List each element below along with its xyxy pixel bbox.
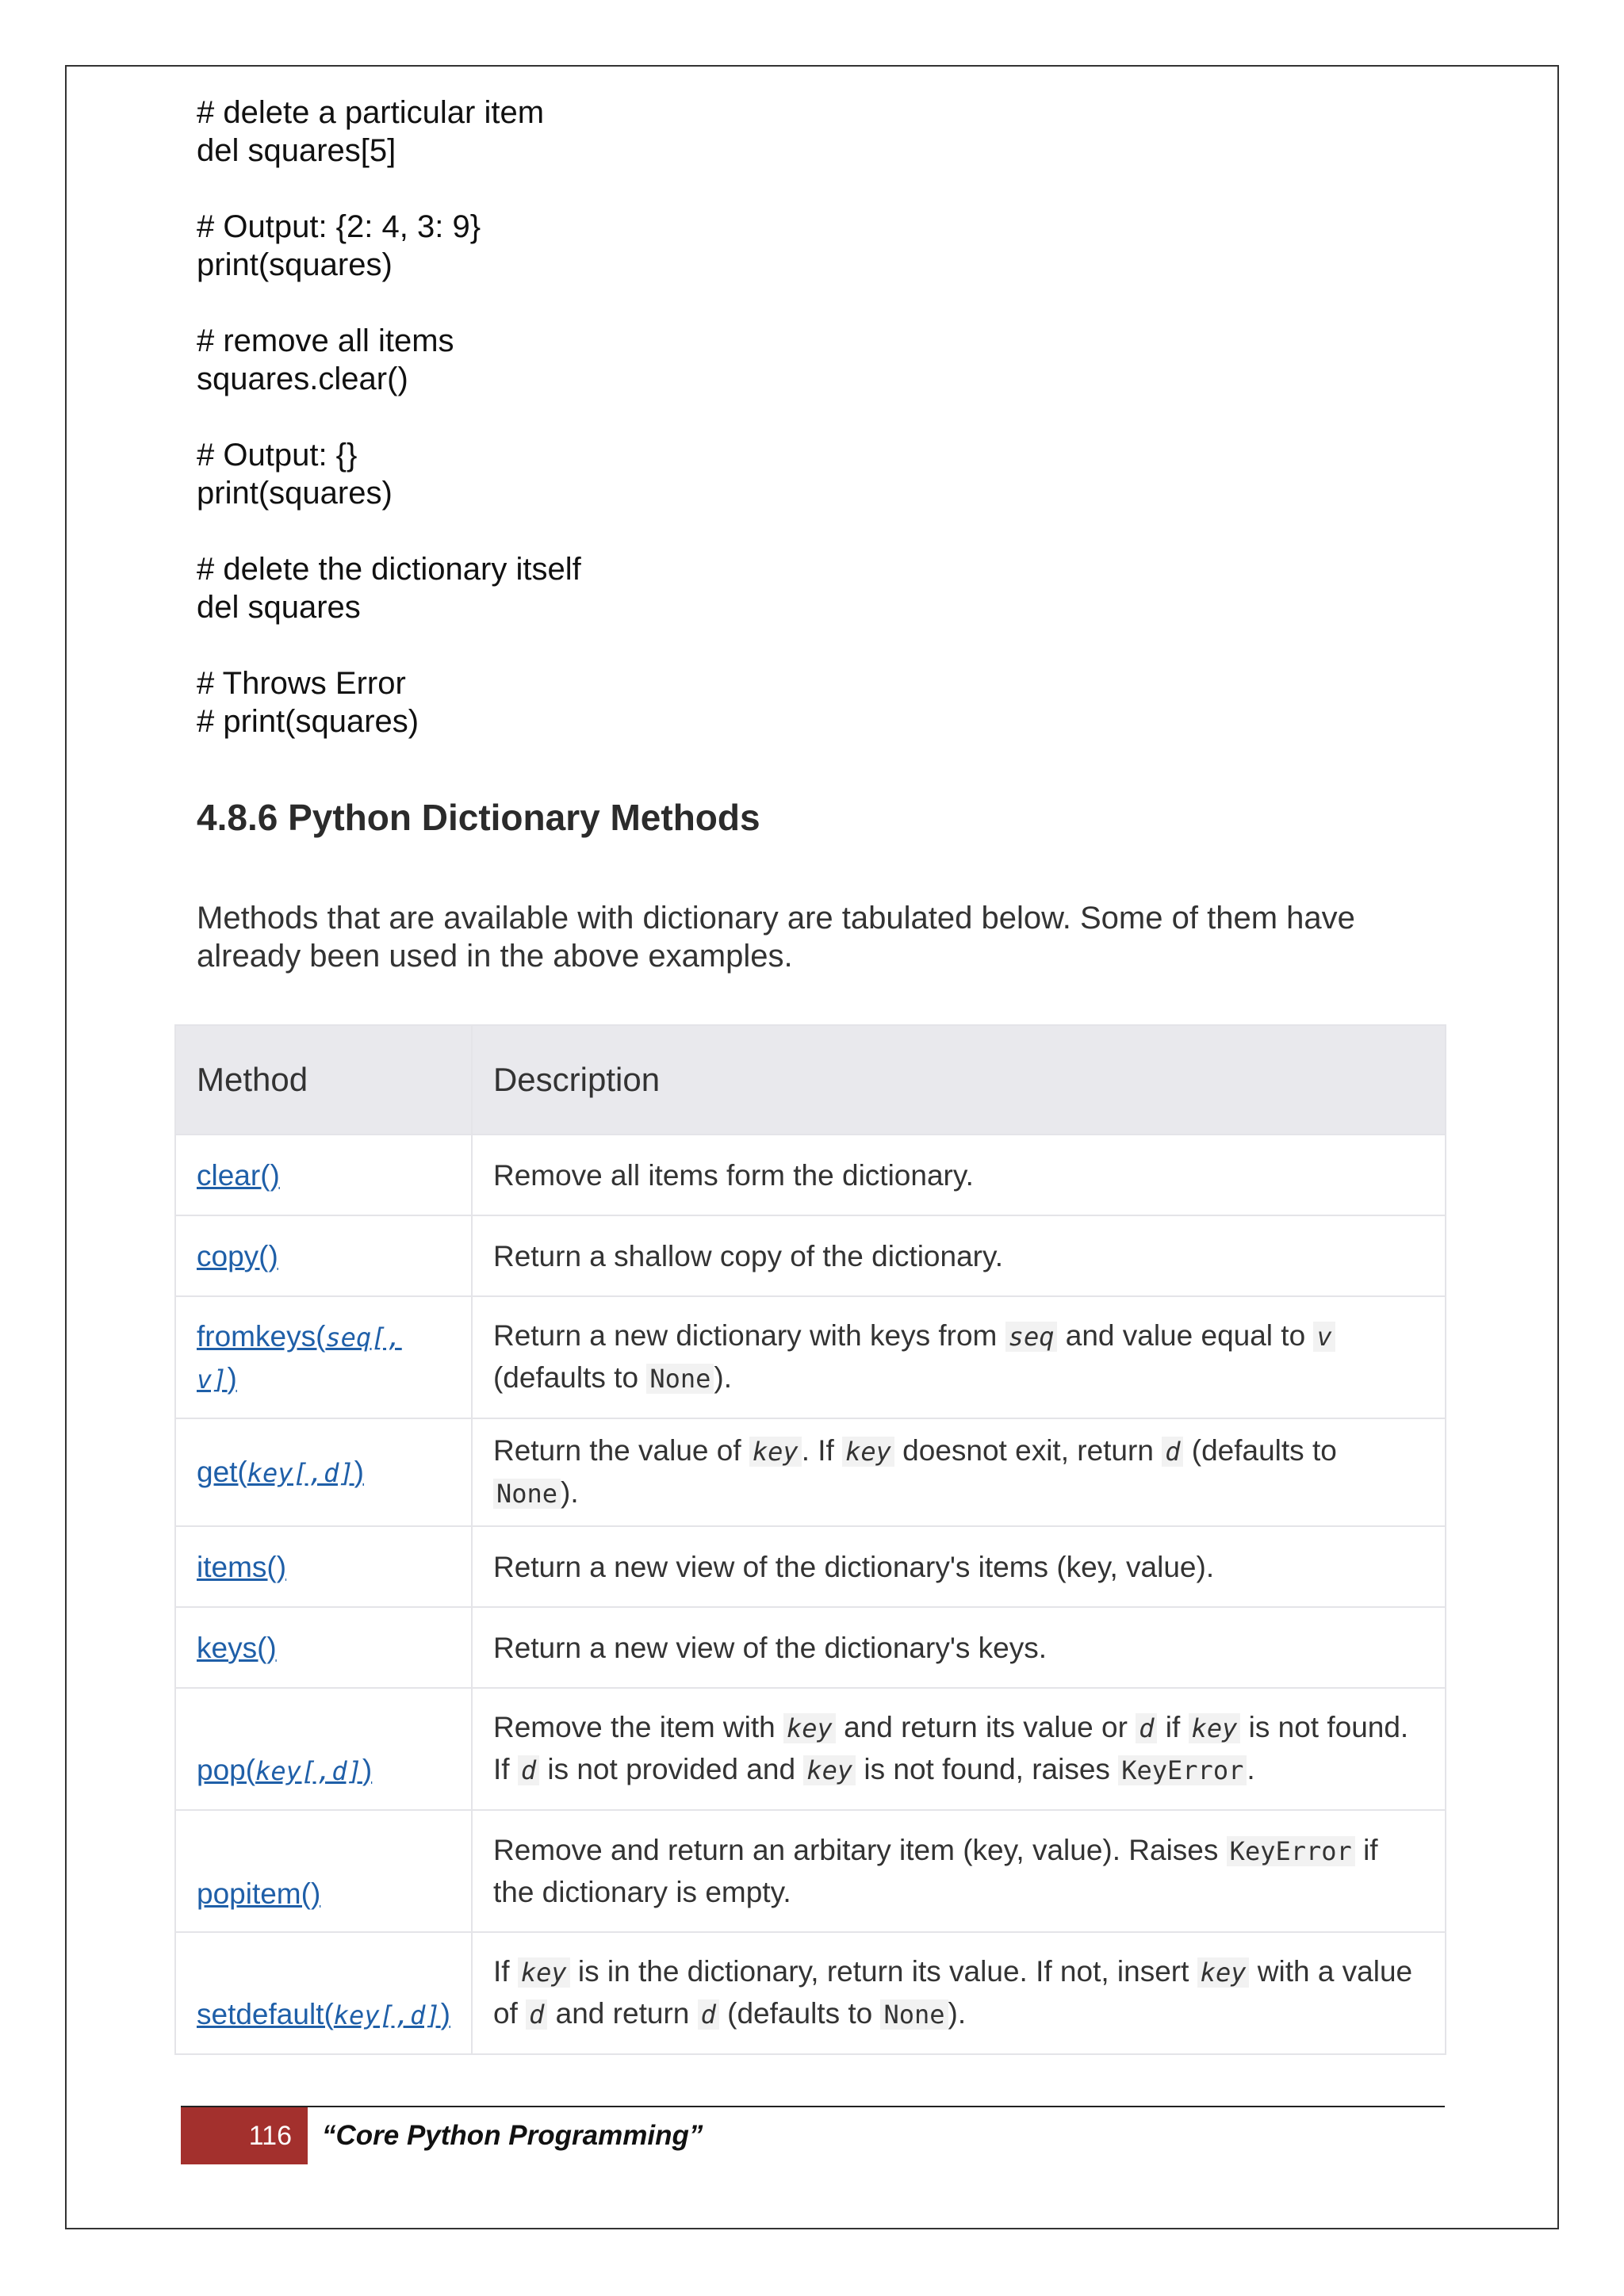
method-link-fromkeys[interactable] <box>197 1320 402 1395</box>
desc-text: ). <box>561 1476 579 1509</box>
method-link-clear[interactable]: clear() <box>197 1158 280 1192</box>
inline-code: d <box>1136 1713 1157 1743</box>
description-cell <box>472 1810 1446 1932</box>
desc-text: and value equal to <box>1057 1319 1314 1352</box>
method-cell <box>175 1688 472 1810</box>
method-name: fromkeys( <box>197 1320 326 1353</box>
method-cell <box>175 1932 472 2054</box>
method-cell <box>175 1810 472 1932</box>
code-line: # print(squares) <box>197 704 419 739</box>
desc-text: is in the dictionary, return its value. If not, insert <box>569 1955 1197 1988</box>
code-line: # Throws Error <box>197 666 406 701</box>
desc-text: Return a new dictionary with keys from <box>492 1319 1005 1352</box>
inline-code: None <box>646 1364 714 1394</box>
code-line: del squares[5] <box>197 133 396 168</box>
method-link-items[interactable]: items() <box>197 1550 287 1583</box>
code-group <box>197 436 581 512</box>
code-group <box>197 664 581 740</box>
method-link-setdefault[interactable] <box>197 1998 450 2030</box>
inline-code: d <box>518 1755 539 1785</box>
section-heading: 4.8.6 Python Dictionary Methods <box>197 797 760 838</box>
inline-code: d <box>526 1999 547 2030</box>
description-column-header: Description <box>472 1025 1446 1135</box>
description-cell: Remove all items form the dictionary. <box>472 1135 1446 1215</box>
code-line: # delete a particular item <box>197 95 545 130</box>
table-row <box>175 1607 1446 1688</box>
code-line: # Output: {2: 4, 3: 9} <box>197 209 481 244</box>
method-cell <box>175 1607 472 1688</box>
inline-code: d <box>1162 1437 1183 1467</box>
code-line: print(squares) <box>197 247 393 282</box>
inline-code: key <box>518 1957 570 1988</box>
code-group <box>197 94 581 170</box>
method-args: seq[, v] <box>197 1322 402 1395</box>
desc-text: Remove and return an arbitary item (key, value). Raises <box>492 1834 1227 1866</box>
desc-text: is not found, raises <box>856 1753 1119 1785</box>
inline-code: KeyError <box>1227 1836 1355 1866</box>
intro-paragraph: Methods that are available with dictionary are tabulated below. Some of them have already been used in the above examples. <box>197 901 1355 974</box>
table-row <box>175 1810 1446 1932</box>
method-cell <box>175 1418 472 1526</box>
method-cell <box>175 1296 472 1418</box>
table-row <box>175 1932 1446 2054</box>
code-line: # Output: {} <box>197 438 358 473</box>
book-title: “Core Python Programming” <box>322 2120 703 2151</box>
description-cell <box>472 1688 1446 1810</box>
code-group <box>197 550 581 626</box>
method-link-get[interactable] <box>197 1456 364 1488</box>
desc-text: If <box>492 1955 518 1988</box>
table-row <box>175 1526 1446 1607</box>
desc-text: . <box>1247 1753 1255 1785</box>
inline-code: seq <box>1005 1322 1058 1352</box>
inline-code: d <box>698 1999 719 2030</box>
code-line: print(squares) <box>197 476 393 511</box>
desc-text: ). <box>714 1361 732 1394</box>
inline-code: key <box>749 1437 802 1467</box>
method-name: setdefault( <box>197 1998 334 2030</box>
inline-code: key <box>842 1437 894 1467</box>
desc-text: (defaults to <box>492 1361 647 1394</box>
method-link-pop[interactable] <box>197 1754 372 1786</box>
method-close: ) <box>362 1754 373 1786</box>
desc-text: and return <box>547 1997 698 2030</box>
method-name: pop( <box>197 1754 256 1786</box>
table-row <box>175 1296 1446 1418</box>
desc-text: Remove the item with <box>492 1711 783 1743</box>
description-cell <box>472 1296 1446 1418</box>
table-row <box>175 1135 1446 1215</box>
code-line: squares.clear() <box>197 362 408 396</box>
description-cell <box>472 1932 1446 2054</box>
table-row <box>175 1418 1446 1526</box>
code-line: # remove all items <box>197 323 454 358</box>
method-link-popitem[interactable]: popitem() <box>197 1877 321 1910</box>
inline-code: key <box>783 1713 836 1743</box>
description-cell: Return a new view of the dictionary's keys. <box>472 1607 1446 1688</box>
method-close: ) <box>354 1455 364 1488</box>
code-line: del squares <box>197 590 361 625</box>
code-group <box>197 322 581 398</box>
method-column-header: Method <box>175 1025 472 1135</box>
method-link-keys[interactable]: keys() <box>197 1631 277 1664</box>
description-cell: Return a new view of the dictionary's items (key, value). <box>472 1526 1446 1607</box>
inline-code: None <box>493 1479 561 1509</box>
method-args: key[,d] <box>255 1756 362 1786</box>
desc-text: with a value of <box>492 1955 1413 2030</box>
description-cell <box>472 1418 1446 1526</box>
code-group <box>197 208 581 284</box>
method-cell <box>175 1215 472 1296</box>
desc-text: doesnot exit, return <box>894 1434 1162 1467</box>
method-name: get( <box>197 1455 247 1488</box>
desc-text: if the dictionary is empty. <box>492 1834 1378 1908</box>
desc-text: and return its value or <box>835 1711 1136 1743</box>
page-number: 116 <box>181 2107 308 2164</box>
table-header-row <box>175 1025 1446 1135</box>
inline-code: key <box>1189 1713 1241 1743</box>
method-args: key[,d] <box>333 2000 441 2030</box>
method-close: ) <box>227 1362 237 1395</box>
desc-text: if <box>1157 1711 1189 1743</box>
desc-text: Return the value of <box>492 1434 749 1467</box>
desc-text: (defaults to <box>1183 1434 1337 1467</box>
inline-code: key <box>803 1755 856 1785</box>
method-cell <box>175 1135 472 1215</box>
code-block <box>197 94 581 779</box>
inline-code: v <box>1313 1322 1335 1352</box>
method-args: key[,d] <box>247 1457 354 1488</box>
method-link-copy[interactable]: copy() <box>197 1239 278 1272</box>
desc-text: is not provided and <box>539 1753 804 1785</box>
method-close: ) <box>440 1998 450 2030</box>
desc-text: (defaults to <box>718 1997 881 2030</box>
table-row <box>175 1688 1446 1810</box>
code-line: # delete the dictionary itself <box>197 552 581 587</box>
description-cell: Return a shallow copy of the dictionary. <box>472 1215 1446 1296</box>
desc-text: ). <box>948 1997 967 2030</box>
desc-text: . If <box>801 1434 843 1467</box>
inline-code: KeyError <box>1118 1755 1247 1785</box>
desc-text: is not found. If <box>492 1711 1409 1785</box>
method-cell <box>175 1526 472 1607</box>
table-row <box>175 1215 1446 1296</box>
inline-code: key <box>1197 1957 1250 1988</box>
methods-table <box>174 1024 1446 2055</box>
inline-code: None <box>880 1999 948 2030</box>
